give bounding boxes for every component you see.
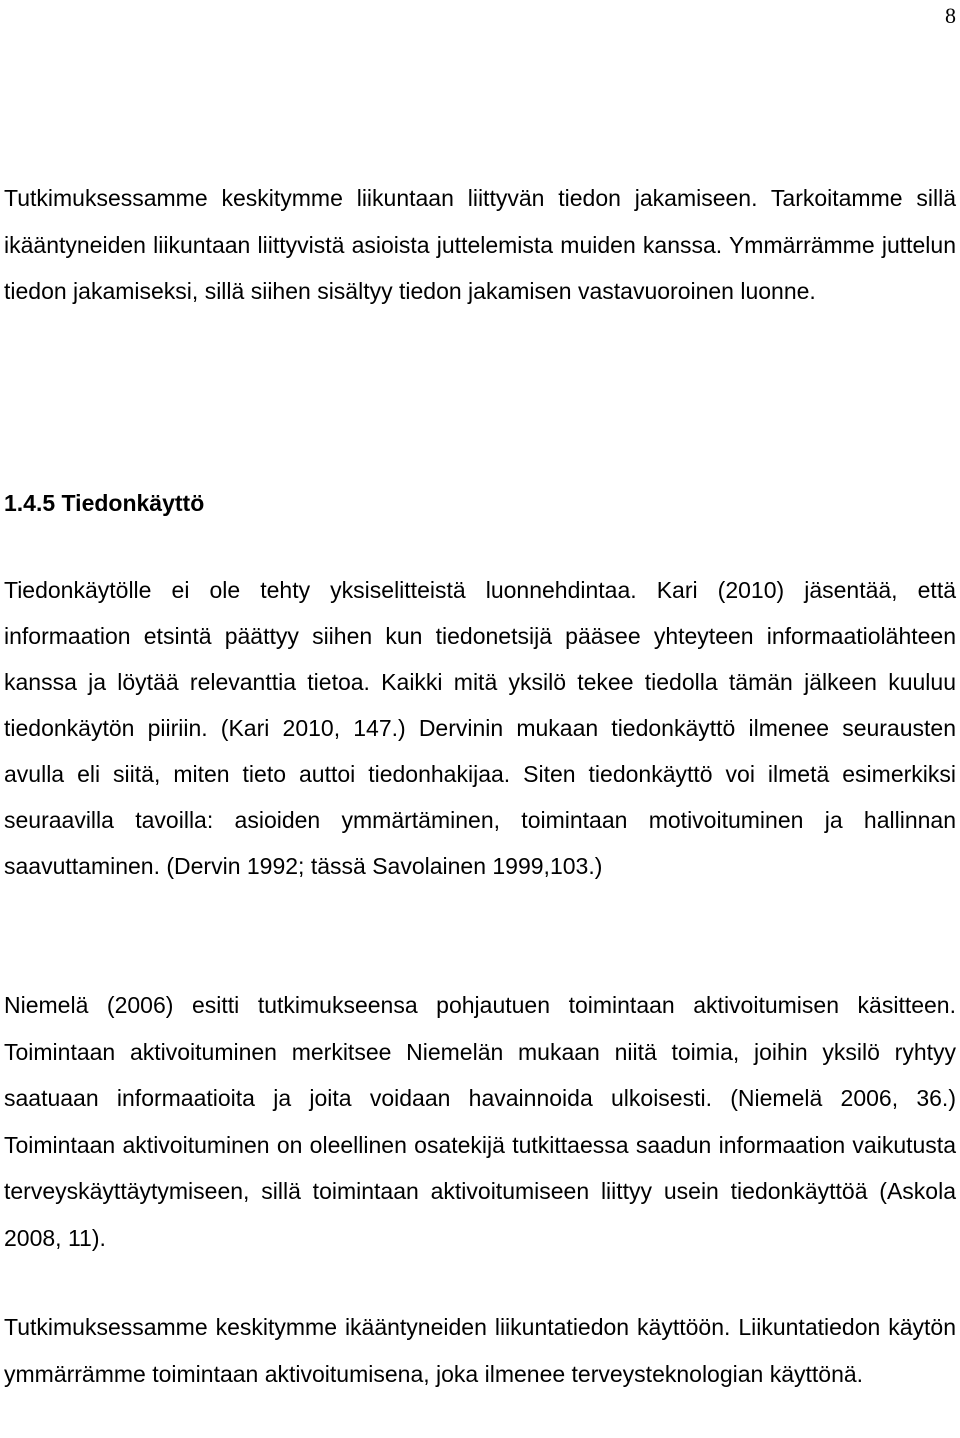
paragraph-activation: Niemelä (2006) esitti tutkimukseensa pohjautuen toimintaan aktivoitumisen käsitteen. Toimintaan aktivoituminen merkitsee Niemelän mukaan niitä toimia, joihin yksilö ryhtyy saatuaan informaatioita ja joita voidaan havainnoida ulkoisesti. (Niemelä 2006, 36.) Toimintaan aktivoituminen on oleellinen osatekijä tutkittaessa saadun informaation vaikutusta terveyskäyttäytymiseen, sillä toimintaan aktivoitumiseen liittyy usein tiedonkäyttöä (Askola 2008, 11).	[4, 992, 956, 1251]
paragraph-focus: Tutkimuksessamme keskitymme ikääntyneiden liikuntatiedon käyttöön. Liikuntatiedon käytön ymmärrämme toimintaan aktivoitumisena, joka ilmenee terveysteknologian käyttönä.	[4, 1314, 956, 1387]
paragraph-information-sharing: Tutkimuksessamme keskitymme liikuntaan liittyvän tiedon jakamiseen. Tarkoitamme sillä ikääntyneiden liikuntaan liittyvistä asioista juttelemista muiden kanssa. Ymmärrämme juttelun tiedon jakamiseksi, sillä siihen sisältyy tiedon jakamisen vastavuoroinen luonne.	[4, 185, 956, 305]
paragraph-information-use: Tiedonkäytölle ei ole tehty yksiselitteistä luonnehdintaa. Kari (2010) jäsentää, että informaation etsintä päättyy siihen kun tiedonetsijä pääsee yhteyteen informaatiolähteen kanssa ja löytää relevanttia tietoa. Kaikki mitä yksilö tekee tiedolla tämän jälkeen kuuluu tiedonkäytön piiriin. (Kari 2010, 147.) Dervinin mukaan tiedonkäyttö ilmenee seurausten avulla eli siitä, miten tieto auttoi tiedonhakijaa. Siten tiedonkäyttö voi ilmetä esimerkiksi seuraavilla tavoilla: asioiden ymmärtäminen, toimintaan motivoituminen ja hallinnan saavuttaminen. (Dervin 1992; tässä Savolainen 1999,103.)	[4, 577, 956, 879]
section-heading: 1.4.5 Tiedonkäyttö	[4, 490, 205, 516]
page-number: 8	[945, 3, 956, 28]
